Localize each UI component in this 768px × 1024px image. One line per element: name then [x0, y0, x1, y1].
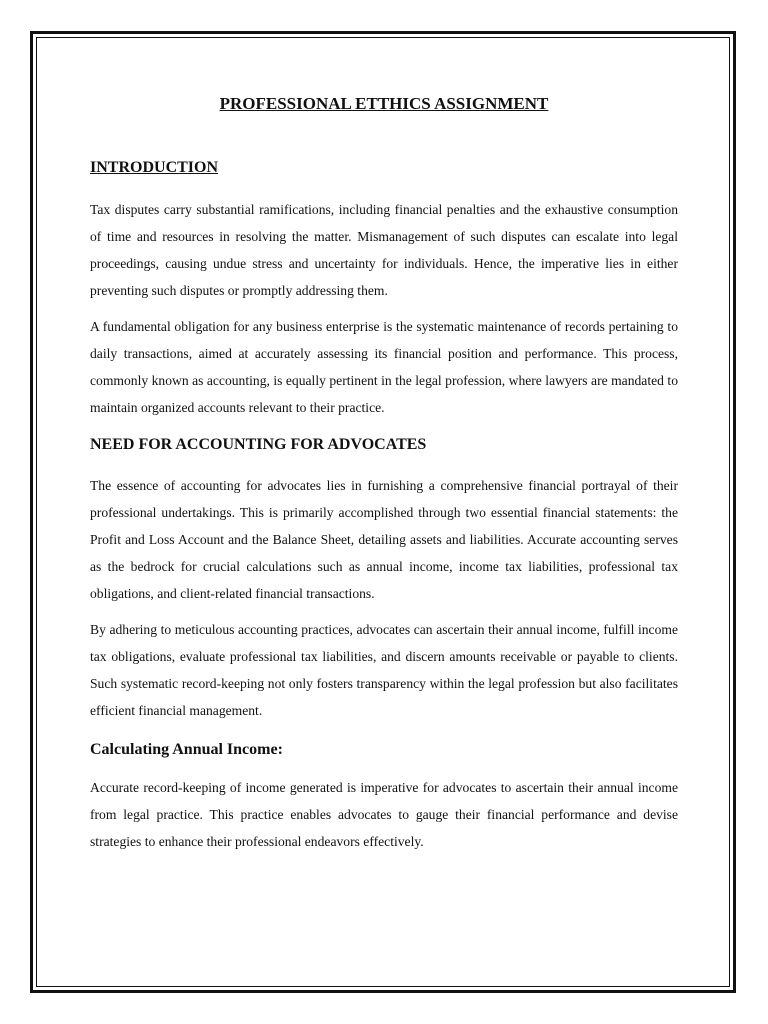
paragraph-introduction-1: Tax disputes carry substantial ramifications, including financial penalties and the exhaustive consumption of time and resources in resolving the matter. Mismanagement of such disputes can escalate into legal proceedings, causing undue stress and uncertainty for individuals. Hence, the imperative lies in either preventing such disputes or promptly addressing them. — [90, 202, 678, 298]
heading-need-for-accounting: NEED FOR ACCOUNTING FOR ADVOCATES — [90, 436, 427, 453]
paragraph-need-for-accounting-2: By adhering to meticulous accounting practices, advocates can ascertain their annual income, fulfill income tax obligations, evaluate professional tax liabilities, and discern amounts receivable or payable to clients. Such systematic record-keeping not only fosters transparency within the legal profession but also facilitates efficient financial management. — [90, 622, 678, 718]
document-title: PROFESSIONAL ETTHICS ASSIGNMENT — [219, 94, 549, 113]
paragraph-calculating-annual-income: Accurate record-keeping of income generated is imperative for advocates to ascertain their annual income from legal practice. This practice enables advocates to gauge their financial performance and devise strategies to enhance their professional endeavors effectively. — [90, 780, 678, 849]
heading-introduction: INTRODUCTION — [90, 159, 219, 176]
paragraph-introduction-2: A fundamental obligation for any business enterprise is the systematic maintenance of records pertaining to daily transactions, aimed at accurately assessing its financial position and performance. This process, commonly known as accounting, is equally pertinent in the legal profession, where lawyers are mandated to maintain organized accounts relevant to their practice. — [90, 319, 678, 415]
paragraph-need-for-accounting-1: The essence of accounting for advocates lies in furnishing a comprehensive financial portrayal of their professional undertakings. This is primarily accomplished through two essential financial statements: the Profit and Loss Account and the Balance Sheet, detailing assets and liabilities. Accurate accounting serves as the bedrock for crucial calculations such as annual income, income tax liabilities, professional tax obligations, and client-related financial transactions. — [90, 478, 678, 601]
heading-calculating-annual-income: Calculating Annual Income: — [90, 741, 283, 758]
